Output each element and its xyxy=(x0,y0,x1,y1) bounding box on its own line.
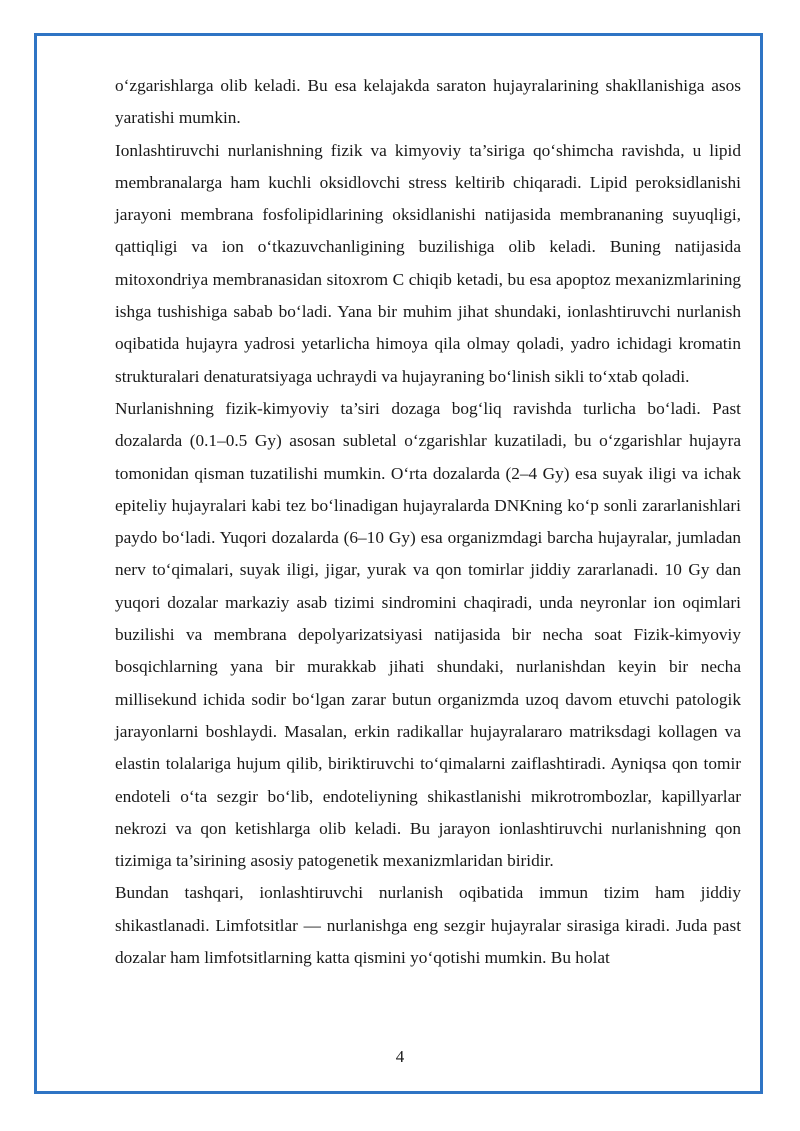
paragraph-immune-system: Bundan tashqari, ionlashtiruvchi nurlanish oqibatida immun tizim ham jiddiy shikastlanadi. Limfotsitlar — nurlanishga eng sezgir hujayralar sirasiga kiradi. Juda past dozalar ham limfotsitlarning katta qismini yo‘qotishi mumkin. Bu holat xyxy=(115,883,741,968)
document-body xyxy=(115,70,741,974)
page-number: 4 xyxy=(395,1047,405,1066)
paragraph-dose-effects: Nurlanishning fizik-kimyoviy ta’siri dozaga bog‘liq ravishda turlicha bo‘ladi. Past dozalarda (0.1–0.5 Gy) asosan subletal o‘zgarishlar kuzatiladi, bu o‘zgarishlar hujayra tomonidan qisman tuzatilishi mumkin. O‘rta dozalarda (2–4 Gy) esa suyak iligi va ichak epiteliy hujayralari kabi tez bo‘linadigan hujayralarda DNKning ko‘p sonli zararlanishlari paydo bo‘ladi. Yuqori dozalarda (6–10 Gy) esa organizmdagi barcha hujayralar, jumladan nerv to‘qimalari, suyak iligi, jigar, yurak va qon tomirlar jiddiy zararlanadi. 10 Gy dan yuqori dozalar markaziy asab tizimi sindromini chaqiradi, unda neyronlar ion oqimlari buzilishi va membrana depolyarizatsiyasi natijasida bir necha soat Fizik-kimyoviy bosqichlarning yana bir murakkab jihati shundaki, nurlanishdan keyin bir necha millisekund ichida sodir bo‘lgan zarar butun organizmda uzoq davom etuvchi patologik jarayonlarni boshlaydi. Masalan, erkin radikallar hujayralararo matriksdagi kollagen va elastin tolalariga hujum qilib, biriktiruvchi to‘qimalarni zaiflashtiradi. Ayniqsa qon tomir endoteli o‘ta sezgir bo‘lib, endoteliyning shikastlanishi mikrotrombozlar, kapillyarlar nekrozi va qon ketishlarga olib keladi. Bu jarayon ionlashtiruvchi nurlanishning qon tizimiga ta’sirining asosiy patogenetik mexanizmlaridan biridir. xyxy=(115,398,741,871)
paragraph-continuation: o‘zgarishlarga olib keladi. Bu esa kelajakda saraton hujayralarining shakllanishiga asos yaratishi mumkin. xyxy=(115,76,741,128)
paragraph-lipid-membranes: Ionlashtiruvchi nurlanishning fizik va kimyoviy ta’siriga qo‘shimcha ravishda, u lipid membranalarga ham kuchli oksidlovchi stress keltirib chiqaradi. Lipid peroksidlanishi jarayoni membrana fosfolipidlarining oksidlanishi natijasida membrananing suyuqligi, qattiqligi va ion o‘tkazuvchanligining buzilishiga olib keladi. Buning natijasida mitoxondriya membranasidan sitoxrom C chiqib ketadi, bu esa apoptoz mexanizmlarining ishga tushishiga sabab bo‘ladi. Yana bir muhim jihat shundaki, ionlashtiruvchi nurlanish oqibatida hujayra yadrosi yetarlicha himoya qila olmay qoladi, yadro ichidagi kromatin strukturalari denaturatsiyaga uchraydi va hujayraning bo‘linish sikli to‘xtab qoladi. xyxy=(115,140,741,386)
